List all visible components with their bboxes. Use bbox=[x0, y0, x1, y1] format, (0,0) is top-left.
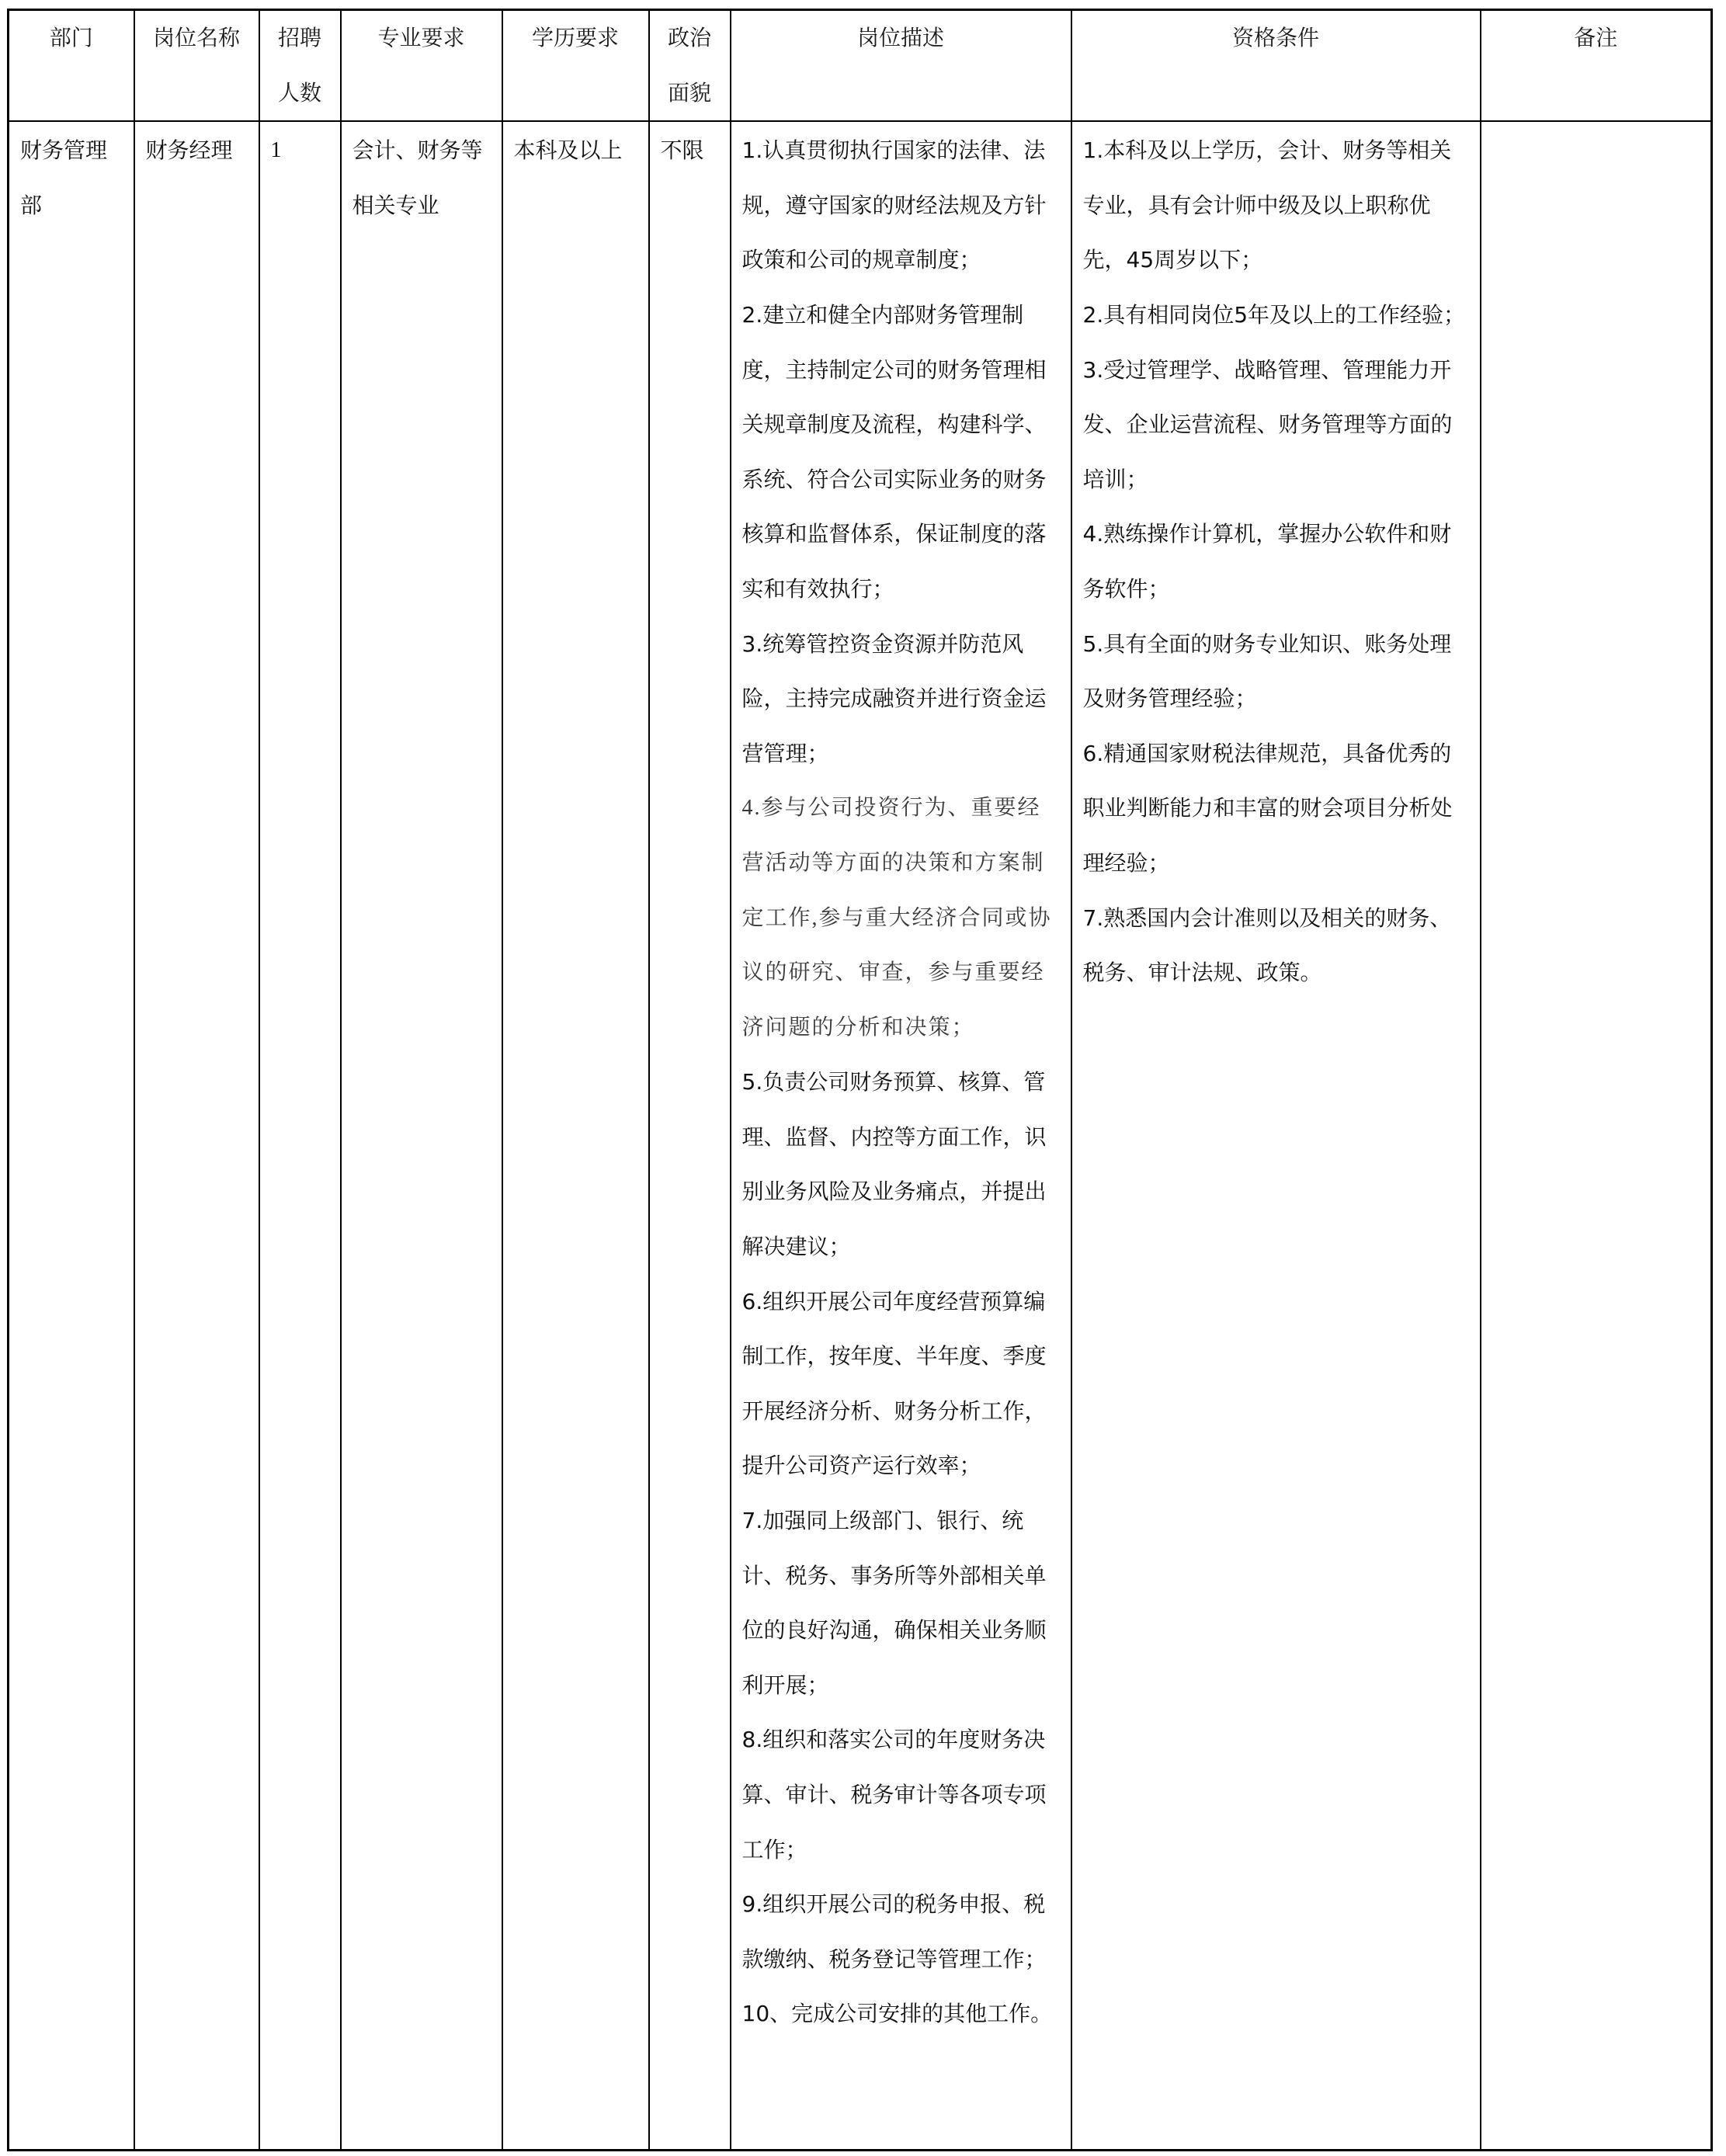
qualification-item: 5.具有全面的财务专业知识、账务处理及财务管理经验； bbox=[1082, 630, 1452, 712]
header-political-status: 政治 面貌 bbox=[649, 10, 731, 122]
cell-headcount: 1 bbox=[259, 121, 341, 2151]
header-job-description: 岗位描述 bbox=[731, 10, 1071, 122]
cell-remarks bbox=[1481, 121, 1712, 2151]
cell-department: 财务管理部 bbox=[9, 121, 134, 2151]
header-education-requirement: 学历要求 bbox=[502, 10, 649, 122]
cell-major-requirement: 会计、财务等相关专业 bbox=[341, 121, 502, 2151]
header-position-name: 岗位名称 bbox=[134, 10, 259, 122]
header-headcount: 招聘 人数 bbox=[259, 10, 341, 122]
qualification-item: 1.本科及以上学历，会计、财务等相关专业，具有会计师中级及以上职称优先，45周岁以下； bbox=[1082, 137, 1452, 273]
table-row bbox=[9, 121, 1712, 2151]
description-item: 4.参与公司投资行为、重要经营活动等方面的决策和方案制定工作,参与重大经济合同或协议的研究、审查，参与重要经济问题的分析和决策； bbox=[741, 796, 1052, 1040]
description-item: 7.加强同上级部门、银行、统计、税务、事务所等外部相关单位的良好沟通，确保相关业务顺利开展； bbox=[741, 1508, 1047, 1698]
description-item: 6.组织开展公司年度经营预算编制工作，按年度、半年度、季度开展经济分析、财务分析工作，提升公司资产运行效率； bbox=[741, 1288, 1047, 1479]
cell-position-name: 财务经理 bbox=[134, 121, 259, 2151]
description-item: 3.统筹管控资金资源并防范风险，主持完成融资并进行资金运营管理； bbox=[741, 630, 1047, 766]
header-remarks: 备注 bbox=[1481, 10, 1712, 122]
qualification-item: 7.熟悉国内会计准则以及相关的财务、税务、审计法规、政策。 bbox=[1082, 904, 1452, 986]
description-item: 8.组织和落实公司的年度财务决算、审计、税务审计等各项专项工作； bbox=[741, 1727, 1047, 1863]
qualification-item: 6.精通国家财税法律规范，具备优秀的职业判断能力和丰富的财会项目分析处理经验； bbox=[1082, 740, 1453, 876]
qualification-item: 2.具有相同岗位5年及以上的工作经验； bbox=[1082, 301, 1466, 328]
description-item: 2.建立和健全内部财务管理制度，主持制定公司的财务管理相关规章制度及流程，构建科学、系统、符合公司实际业务的财务核算和监督体系，保证制度的落实和有效执行； bbox=[741, 301, 1047, 602]
header-department: 部门 bbox=[9, 10, 134, 122]
qualification-item: 4.熟练操作计算机，掌握办公软件和财务软件； bbox=[1082, 521, 1452, 602]
cell-job-description bbox=[731, 121, 1071, 2151]
cell-political-status: 不限 bbox=[649, 121, 731, 2151]
qualification-item: 3.受过管理学、战略管理、管理能力开发、企业运营流程、财务管理等方面的培训； bbox=[1082, 356, 1453, 492]
description-item: 1.认真贯彻执行国家的法律、法规，遵守国家的财经法规及方针政策和公司的规章制度； bbox=[741, 137, 1047, 273]
description-item: 9.组织开展公司的税务申报、税款缴纳、税务登记等管理工作； bbox=[741, 1891, 1047, 1972]
header-qualifications: 资格条件 bbox=[1071, 10, 1481, 122]
cell-qualifications bbox=[1071, 121, 1481, 2151]
job-posting-table bbox=[7, 9, 1713, 2151]
header-row bbox=[9, 10, 1712, 122]
header-major-requirement: 专业要求 bbox=[341, 10, 502, 122]
description-item: 10、完成公司安排的其他工作。 bbox=[741, 2001, 1053, 2027]
cell-education-requirement: 本科及以上 bbox=[502, 121, 649, 2151]
description-item: 5.负责公司财务预算、核算、管理、监督、内控等方面工作，识别业务风险及业务痛点，并提出解决建议； bbox=[741, 1069, 1047, 1260]
